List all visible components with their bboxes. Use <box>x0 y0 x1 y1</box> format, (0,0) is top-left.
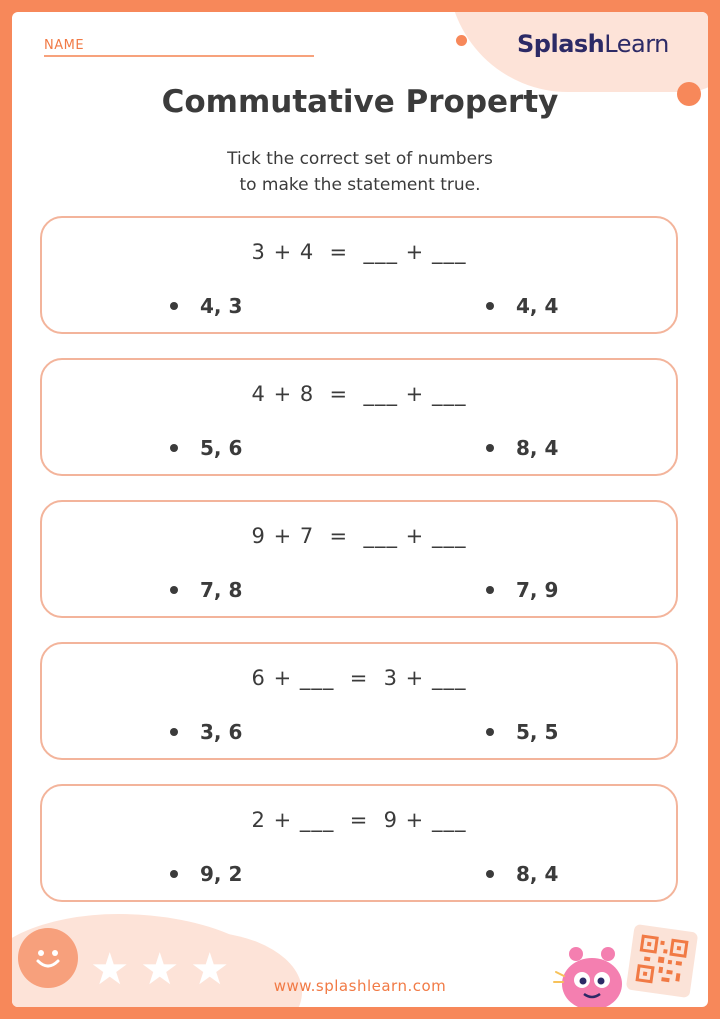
answer-option[interactable] <box>486 436 558 460</box>
bullet-icon <box>170 444 178 452</box>
answer-option[interactable] <box>486 862 558 886</box>
monster-mascot-icon <box>552 932 632 1007</box>
answer-option[interactable] <box>486 720 558 744</box>
page-title: Commutative Property <box>161 84 559 120</box>
question-card <box>40 784 678 902</box>
question-card <box>40 642 678 760</box>
qr-code-icon[interactable] <box>626 924 699 998</box>
worksheet <box>12 12 708 1007</box>
star-icon: ★ <box>90 944 130 995</box>
star-icon: ★ <box>140 944 180 995</box>
bullet-icon <box>486 444 494 452</box>
answer-option[interactable] <box>486 294 558 318</box>
question-card <box>40 216 678 334</box>
bullet-icon <box>486 728 494 736</box>
bullet-icon <box>170 586 178 594</box>
answer-option[interactable] <box>170 862 242 886</box>
answer-option-label: 8, 4 <box>516 862 559 886</box>
answer-option[interactable] <box>170 720 242 744</box>
question-equation: 4 + 8 = ___ + ___ <box>251 382 467 406</box>
answer-option-label: 4, 3 <box>200 294 243 318</box>
question-equation: 6 + ___ = 3 + ___ <box>251 666 467 690</box>
name-label: NAME <box>44 38 85 53</box>
answer-option-label: 5, 6 <box>200 436 243 460</box>
answer-option-label: 3, 6 <box>200 720 243 744</box>
bullet-icon <box>486 586 494 594</box>
logo-splash: Splash <box>517 30 605 58</box>
bullet-icon <box>486 302 494 310</box>
answer-option[interactable] <box>170 436 242 460</box>
bullet-icon <box>170 302 178 310</box>
answer-option[interactable] <box>170 294 242 318</box>
logo-learn: Learn <box>604 30 669 58</box>
answer-option-label: 9, 2 <box>200 862 243 886</box>
question-equation: 9 + 7 = ___ + ___ <box>251 524 467 548</box>
bullet-icon <box>170 728 178 736</box>
question-card <box>40 358 678 476</box>
instructions <box>12 146 708 198</box>
instructions-line-1: Tick the correct set of numbers <box>227 149 493 169</box>
answer-option[interactable] <box>170 578 242 602</box>
star-icon: ★ <box>190 944 230 995</box>
question-equation: 3 + 4 = ___ + ___ <box>251 240 467 264</box>
name-field[interactable] <box>44 55 314 57</box>
splashlearn-logo <box>517 30 669 58</box>
decor-dot-small <box>456 35 467 46</box>
answer-option-label: 7, 9 <box>516 578 559 602</box>
footer-url[interactable]: www.splashlearn.com <box>273 977 447 995</box>
bullet-icon <box>170 870 178 878</box>
answer-option-label: 8, 4 <box>516 436 559 460</box>
answer-option-label: 5, 5 <box>516 720 559 744</box>
question-card <box>40 500 678 618</box>
answer-option[interactable] <box>486 578 558 602</box>
instructions-line-2: to make the statement true. <box>239 175 481 195</box>
question-equation: 2 + ___ = 9 + ___ <box>251 808 467 832</box>
bullet-icon <box>486 870 494 878</box>
answer-option-label: 7, 8 <box>200 578 243 602</box>
answer-option-label: 4, 4 <box>516 294 559 318</box>
